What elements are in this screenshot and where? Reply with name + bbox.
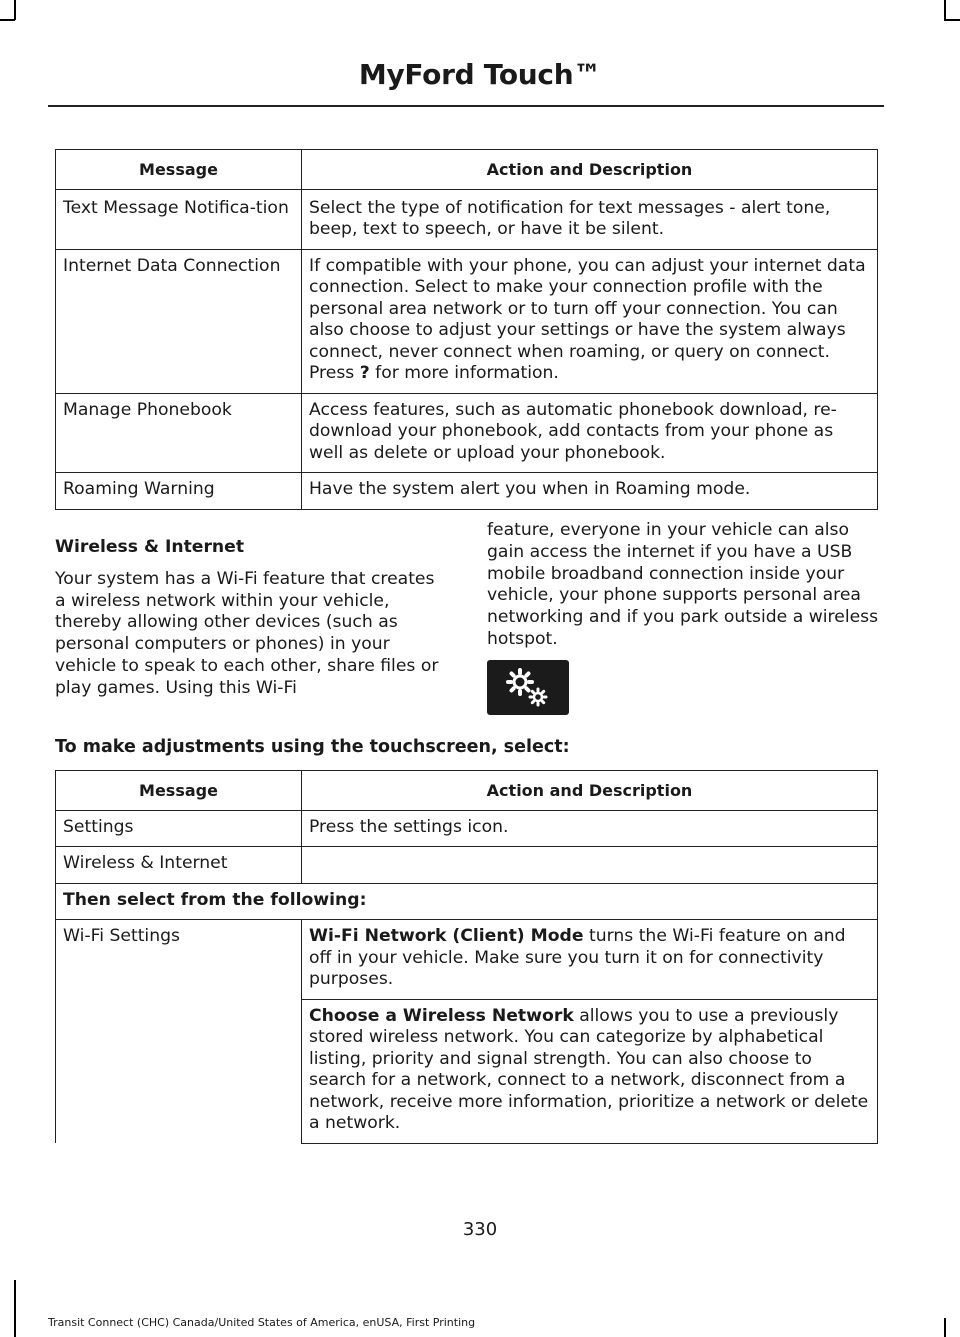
column-header-action: Action and Description xyxy=(302,150,878,190)
crop-mark-bottom-right xyxy=(944,1318,946,1337)
message-cell: Wi-Fi Settings xyxy=(56,920,302,1144)
wireless-section-col2 xyxy=(487,520,882,651)
settings-table-1 xyxy=(55,149,878,510)
crop-mark-top-left-h xyxy=(0,19,15,21)
option-description: allows you to use a previously stored wireless network. You can categorize by alphabetical listing, priority and signal strength. You can also choose to search for a network, connect to a network, disconnect from a network, receive more information, prioritize a network or delete a network. xyxy=(309,1005,869,1133)
table-row xyxy=(56,847,878,884)
column-header-message: Message xyxy=(56,150,302,190)
settings-gears-icon xyxy=(487,660,569,715)
column-header-message: Message xyxy=(56,771,302,811)
footer-text: Transit Connect (CHC) Canada/United States of America, enUSA, First Printing xyxy=(48,1316,476,1329)
action-cell xyxy=(302,999,878,1143)
crop-mark-top-right xyxy=(944,0,946,20)
table-header-row xyxy=(56,771,878,811)
table-row xyxy=(56,473,878,510)
action-cell xyxy=(302,249,878,393)
wireless-section-col1 xyxy=(55,537,450,700)
gears-icon xyxy=(487,660,569,715)
settings-table-2 xyxy=(55,770,878,1144)
option-name: Wi-Fi Network (Client) Mode xyxy=(309,926,584,946)
action-cell: Have the system alert you when in Roaming mode. xyxy=(302,473,878,510)
message-cell: Internet Data Connection xyxy=(56,249,302,393)
section-body-continued: feature, everyone in your vehicle can also gain access the internet if you have a USB mobile broadband connection inside your vehicle, your phone supports personal area networking and if you park outside a wireless hotspot. xyxy=(487,520,879,649)
page-title: MyFord Touch™ xyxy=(358,58,602,91)
table-row xyxy=(56,883,878,920)
message-cell: Roaming Warning xyxy=(56,473,302,510)
table-row xyxy=(56,920,878,1000)
message-cell: Text Message Notifica-tion xyxy=(56,189,302,249)
option-description: turns the Wi-Fi feature on and off in your vehicle. Make sure you turn it on for connectivity purposes. xyxy=(309,926,846,989)
action-cell: Press the settings icon. xyxy=(302,810,878,847)
crop-mark-bottom-left xyxy=(14,1280,16,1337)
then-select-heading: Then select from the following: xyxy=(56,883,878,920)
instruction-heading: To make adjustments using the touchscreen, select: xyxy=(55,737,570,757)
table-row xyxy=(56,189,878,249)
table-row xyxy=(56,393,878,473)
help-icon: ? xyxy=(359,363,370,383)
action-text-end: for more information. xyxy=(375,363,559,383)
table-row xyxy=(56,810,878,847)
action-text: If compatible with your phone, you can adjust your internet data connection. Select to make your connection profile with the personal area network or to turn off your connection. You can also choose to adjust your settings or have the system always connect, never connect when roaming, or query on connect. Press xyxy=(309,255,866,383)
message-cell: Settings xyxy=(56,810,302,847)
crop-mark-top-right-h xyxy=(944,19,960,21)
message-cell: Wireless & Internet xyxy=(56,847,302,884)
action-cell: Select the type of notification for text messages - alert tone, beep, text to speech, or have it be silent. xyxy=(302,189,878,249)
action-cell: Access features, such as automatic phonebook download, re-download your phonebook, add contacts from your phone as well as delete or upload your phonebook. xyxy=(302,393,878,473)
page-number: 330 xyxy=(462,1219,498,1240)
table-header-row xyxy=(56,150,878,190)
section-body: Your system has a Wi-Fi feature that creates a wireless network within your vehicle, thereby allowing other devices (such as personal computers or phones) in your vehicle to speak to each other, share files or play games. Using this Wi-Fi xyxy=(55,568,439,698)
table-row xyxy=(56,249,878,393)
action-cell xyxy=(302,847,878,884)
column-header-action: Action and Description xyxy=(302,771,878,811)
title-divider xyxy=(48,105,884,107)
message-cell: Manage Phonebook xyxy=(56,393,302,473)
section-heading: Wireless & Internet xyxy=(55,537,245,557)
option-name: Choose a Wireless Network xyxy=(309,1005,574,1026)
action-cell xyxy=(302,920,878,1000)
crop-mark-top-left xyxy=(14,0,16,20)
